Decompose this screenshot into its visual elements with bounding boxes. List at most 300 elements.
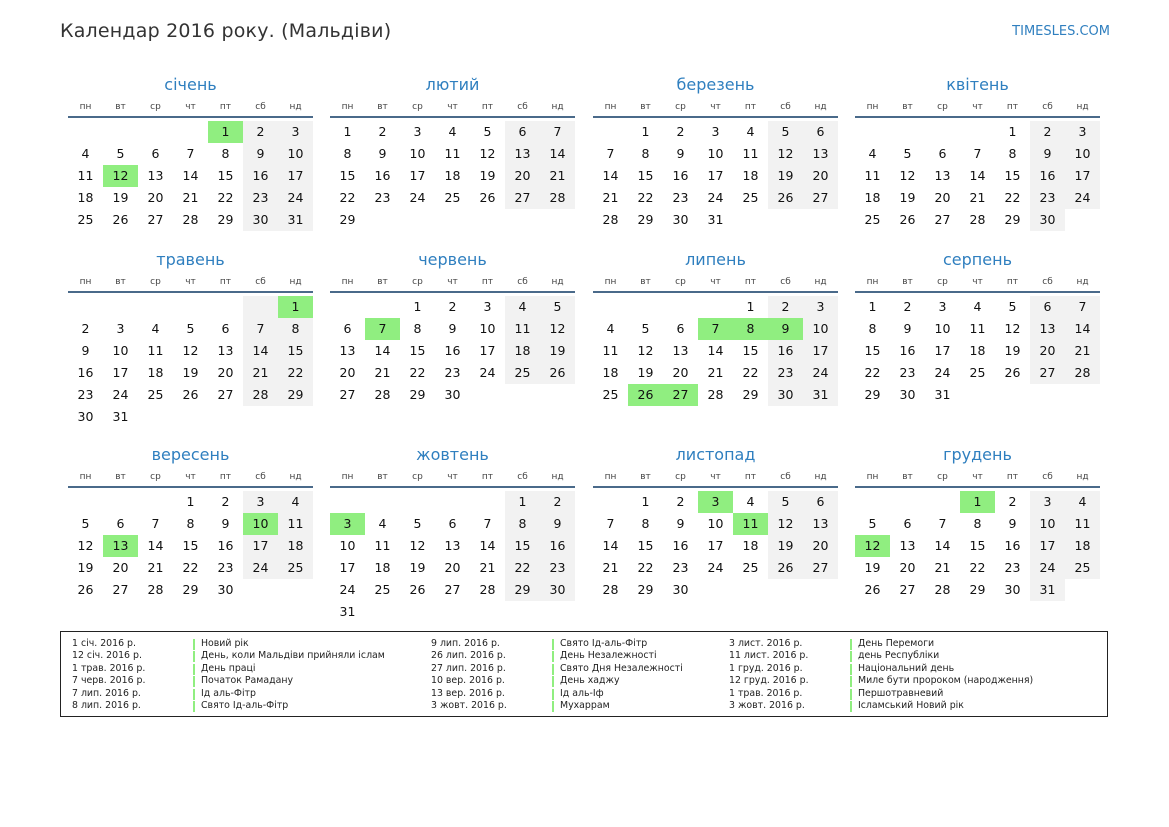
- day-cell: 5: [1008, 299, 1017, 314]
- day-cell: 14: [147, 538, 164, 553]
- day-cell: 15: [969, 538, 986, 553]
- day-cell: 3: [413, 124, 422, 139]
- weekday-label: чт: [710, 102, 721, 112]
- holiday-marker: [193, 651, 195, 662]
- holiday-marker: [193, 676, 195, 687]
- site-link[interactable]: TIMESLES.COM: [1012, 24, 1110, 39]
- day-cell: 16: [243, 165, 278, 187]
- weekday-header: [593, 98, 838, 118]
- day-cell: 14: [602, 538, 619, 553]
- weekday-label: ср: [150, 277, 161, 287]
- weekday-label: ср: [937, 472, 948, 482]
- day-cell: 7: [938, 516, 947, 531]
- day-cell: 29: [637, 582, 654, 597]
- day-cell: 11: [969, 321, 986, 336]
- weekday-header: [330, 273, 575, 293]
- weekday-label: чт: [972, 102, 983, 112]
- day-cell: 1: [186, 494, 195, 509]
- day-cell: 2: [243, 121, 278, 143]
- weekday-label: вт: [115, 102, 126, 112]
- holiday-day-cell: 12: [855, 535, 890, 557]
- holiday-day-cell: 10: [243, 513, 278, 535]
- weekday-label: вт: [640, 472, 651, 482]
- day-cell: 8: [868, 321, 877, 336]
- day-cell: 19: [1004, 343, 1021, 358]
- legend-row: [729, 650, 1033, 662]
- days-grid: [855, 491, 1100, 601]
- day-cell: 23: [899, 365, 916, 380]
- holiday-date: 3 жовт. 2016 р.: [431, 699, 507, 711]
- day-cell: 25: [1065, 557, 1100, 579]
- holiday-day-cell: 1: [208, 121, 243, 143]
- holiday-marker: [552, 701, 554, 712]
- day-cell: 12: [899, 168, 916, 183]
- legend-row: [431, 688, 683, 700]
- day-cell: 18: [444, 168, 461, 183]
- weekday-label: вт: [902, 472, 913, 482]
- day-cell: 11: [374, 538, 391, 553]
- day-cell: 23: [243, 187, 278, 209]
- days-grid: [68, 121, 313, 231]
- day-cell: 20: [339, 365, 356, 380]
- holiday-date: 7 черв. 2016 р.: [72, 675, 146, 687]
- day-cell: 25: [444, 190, 461, 205]
- day-cell: 29: [217, 212, 234, 227]
- day-cell: 6: [448, 516, 457, 531]
- holiday-date: 1 трав. 2016 р.: [72, 662, 146, 674]
- day-cell: 26: [768, 187, 803, 209]
- month-name: січень: [164, 75, 217, 94]
- day-cell: 25: [505, 362, 540, 384]
- day-cell: 4: [151, 321, 160, 336]
- day-cell: 28: [1065, 362, 1100, 384]
- day-cell: 9: [221, 516, 230, 531]
- day-cell: 12: [540, 318, 575, 340]
- day-cell: 8: [641, 146, 650, 161]
- day-cell: 14: [540, 143, 575, 165]
- day-cell: 25: [742, 560, 759, 575]
- day-cell: 19: [899, 190, 916, 205]
- weekday-header: [330, 468, 575, 488]
- day-cell: 29: [182, 582, 199, 597]
- day-cell: 3: [803, 296, 838, 318]
- day-cell: 14: [1065, 318, 1100, 340]
- day-cell: 5: [483, 124, 492, 139]
- day-cell: 9: [540, 513, 575, 535]
- day-cell: 14: [243, 340, 278, 362]
- weekday-label: чт: [447, 102, 458, 112]
- day-cell: 20: [147, 190, 164, 205]
- empty-cell: [365, 296, 400, 318]
- empty-cell: [593, 491, 628, 513]
- weekday-label: пт: [481, 277, 494, 287]
- month-name: квітень: [946, 75, 1009, 94]
- empty-cell: [138, 491, 173, 513]
- day-cell: 29: [864, 387, 881, 402]
- holiday-day-cell: 8: [733, 318, 768, 340]
- day-cell: 16: [768, 340, 803, 362]
- day-cell: 24: [339, 582, 356, 597]
- day-cell: 4: [1065, 491, 1100, 513]
- month-name: червень: [418, 250, 487, 269]
- day-cell: 17: [803, 340, 838, 362]
- day-cell: 23: [77, 387, 94, 402]
- weekday-label: нд: [551, 472, 564, 482]
- day-cell: 5: [903, 146, 912, 161]
- day-cell: 10: [409, 146, 426, 161]
- month-name: березень: [676, 75, 755, 94]
- days-grid: [68, 296, 313, 428]
- weekday-label: ср: [412, 102, 423, 112]
- day-cell: 17: [409, 168, 426, 183]
- weekday-label: чт: [185, 277, 196, 287]
- day-cell: 22: [1004, 190, 1021, 205]
- weekday-label: пн: [79, 472, 92, 482]
- day-cell: 15: [505, 535, 540, 557]
- day-cell: 9: [903, 321, 912, 336]
- day-cell: 3: [938, 299, 947, 314]
- holiday-day-cell: 27: [663, 384, 698, 406]
- day-cell: 28: [934, 582, 951, 597]
- day-cell: 25: [278, 557, 313, 579]
- weekday-label: нд: [814, 277, 827, 287]
- day-cell: 31: [803, 384, 838, 406]
- day-cell: 24: [479, 365, 496, 380]
- legend-row: [431, 700, 683, 712]
- day-cell: 12: [637, 343, 654, 358]
- day-cell: 4: [973, 299, 982, 314]
- day-cell: 10: [707, 146, 724, 161]
- empty-cell: [400, 491, 435, 513]
- day-cell: 7: [1065, 296, 1100, 318]
- day-cell: 6: [903, 516, 912, 531]
- weekday-label: пн: [866, 277, 879, 287]
- weekday-label: ср: [150, 102, 161, 112]
- weekday-label: чт: [972, 472, 983, 482]
- day-cell: 25: [969, 365, 986, 380]
- day-cell: 20: [505, 165, 540, 187]
- weekday-header: [330, 98, 575, 118]
- day-cell: 16: [540, 535, 575, 557]
- day-cell: 14: [182, 168, 199, 183]
- weekday-label: вт: [902, 277, 913, 287]
- day-cell: 14: [602, 168, 619, 183]
- day-cell: 18: [742, 538, 759, 553]
- empty-cell: [628, 296, 663, 318]
- holiday-marker: [850, 651, 852, 662]
- day-cell: 20: [217, 365, 234, 380]
- day-cell: 4: [278, 491, 313, 513]
- weekday-label: сб: [517, 102, 528, 112]
- day-cell: 22: [864, 365, 881, 380]
- holiday-marker: [850, 639, 852, 650]
- day-cell: 3: [243, 491, 278, 513]
- day-cell: 28: [602, 212, 619, 227]
- holiday-name: Початок Рамадану: [201, 675, 294, 687]
- day-cell: 2: [676, 494, 685, 509]
- day-cell: 9: [676, 146, 685, 161]
- day-cell: 10: [339, 538, 356, 553]
- legend-row: [431, 663, 683, 675]
- day-cell: 20: [1030, 340, 1065, 362]
- day-cell: 4: [746, 124, 755, 139]
- day-cell: 23: [672, 190, 689, 205]
- holiday-date: 11 лист. 2016 р.: [729, 650, 809, 662]
- weekday-label: пт: [744, 102, 757, 112]
- day-cell: 19: [637, 365, 654, 380]
- day-cell: 2: [903, 299, 912, 314]
- day-cell: 2: [768, 296, 803, 318]
- day-cell: 1: [413, 299, 422, 314]
- day-cell: 1: [868, 299, 877, 314]
- day-cell: 28: [602, 582, 619, 597]
- day-cell: 11: [77, 168, 94, 183]
- weekday-label: нд: [1076, 277, 1089, 287]
- holiday-marker: [193, 689, 195, 700]
- day-cell: 12: [479, 146, 496, 161]
- day-cell: 26: [479, 190, 496, 205]
- empty-cell: [365, 491, 400, 513]
- weekday-label: ср: [937, 277, 948, 287]
- month-2: [593, 74, 838, 231]
- day-cell: 24: [409, 190, 426, 205]
- day-cell: 11: [742, 146, 759, 161]
- month-name: вересень: [151, 445, 230, 464]
- day-cell: 25: [602, 387, 619, 402]
- day-cell: 13: [147, 168, 164, 183]
- day-cell: 28: [243, 384, 278, 406]
- day-cell: 28: [479, 582, 496, 597]
- day-cell: 31: [278, 209, 313, 231]
- holiday-date: 13 вер. 2016 р.: [431, 687, 505, 699]
- day-cell: 18: [77, 190, 94, 205]
- weekday-label: пн: [604, 277, 617, 287]
- day-cell: 4: [606, 321, 615, 336]
- day-cell: 16: [1030, 165, 1065, 187]
- day-cell: 27: [112, 582, 129, 597]
- day-cell: 20: [672, 365, 689, 380]
- empty-cell: [243, 296, 278, 318]
- day-cell: 5: [868, 516, 877, 531]
- empty-cell: [103, 491, 138, 513]
- day-cell: 23: [672, 560, 689, 575]
- day-cell: 10: [112, 343, 129, 358]
- day-cell: 19: [479, 168, 496, 183]
- day-cell: 16: [1004, 538, 1021, 553]
- weekday-label: чт: [710, 472, 721, 482]
- weekday-header: [593, 273, 838, 293]
- holiday-name: День, коли Мальдіви прийняли іслам: [201, 650, 385, 662]
- day-cell: 11: [444, 146, 461, 161]
- day-cell: 21: [182, 190, 199, 205]
- day-cell: 18: [602, 365, 619, 380]
- day-cell: 30: [899, 387, 916, 402]
- day-cell: 11: [864, 168, 881, 183]
- day-cell: 8: [641, 516, 650, 531]
- empty-cell: [103, 121, 138, 143]
- empty-cell: [960, 121, 995, 143]
- empty-cell: [593, 121, 628, 143]
- day-cell: 27: [803, 557, 838, 579]
- weekday-label: сб: [1042, 277, 1053, 287]
- holiday-name: День Незалежності: [560, 650, 657, 662]
- day-cell: 3: [1065, 121, 1100, 143]
- weekday-label: сб: [780, 277, 791, 287]
- day-cell: 30: [768, 384, 803, 406]
- month-name: лютий: [425, 75, 480, 94]
- holiday-day-cell: 1: [278, 296, 313, 318]
- day-cell: 7: [243, 318, 278, 340]
- day-cell: 16: [672, 168, 689, 183]
- day-cell: 26: [1004, 365, 1021, 380]
- weekday-label: пн: [866, 102, 879, 112]
- day-cell: 22: [217, 190, 234, 205]
- day-cell: 3: [116, 321, 125, 336]
- holiday-marker: [850, 689, 852, 700]
- month-name: липень: [685, 250, 746, 269]
- empty-cell: [663, 296, 698, 318]
- day-cell: 8: [973, 516, 982, 531]
- holiday-name: Мухаррам: [560, 699, 610, 711]
- day-cell: 6: [1030, 296, 1065, 318]
- day-cell: 30: [1004, 582, 1021, 597]
- day-cell: 13: [1030, 318, 1065, 340]
- day-cell: 7: [606, 146, 615, 161]
- weekday-label: пн: [79, 277, 92, 287]
- holiday-name: Ісламський Новий рік: [858, 699, 964, 711]
- empty-cell: [855, 491, 890, 513]
- day-cell: 21: [602, 560, 619, 575]
- holiday-date: 3 жовт. 2016 р.: [729, 699, 805, 711]
- holiday-day-cell: 7: [365, 318, 400, 340]
- day-cell: 17: [243, 535, 278, 557]
- weekday-label: пн: [604, 102, 617, 112]
- day-cell: 8: [413, 321, 422, 336]
- day-cell: 7: [483, 516, 492, 531]
- empty-cell: [173, 296, 208, 318]
- day-cell: 18: [374, 560, 391, 575]
- day-cell: 20: [803, 165, 838, 187]
- day-cell: 28: [707, 387, 724, 402]
- day-cell: 5: [186, 321, 195, 336]
- weekday-label: чт: [185, 472, 196, 482]
- day-cell: 30: [1030, 209, 1065, 231]
- holiday-day-cell: 3: [330, 513, 365, 535]
- day-cell: 28: [969, 212, 986, 227]
- day-cell: 29: [742, 387, 759, 402]
- days-grid: [593, 491, 838, 601]
- day-cell: 24: [1065, 187, 1100, 209]
- holiday-legend: [60, 631, 1108, 717]
- day-cell: 13: [672, 343, 689, 358]
- day-cell: 28: [182, 212, 199, 227]
- legend-column: [72, 638, 385, 712]
- day-cell: 2: [448, 299, 457, 314]
- day-cell: 20: [899, 560, 916, 575]
- holiday-day-cell: 13: [103, 535, 138, 557]
- weekday-header: [68, 468, 313, 488]
- day-cell: 18: [742, 168, 759, 183]
- weekday-label: чт: [710, 277, 721, 287]
- day-cell: 1: [505, 491, 540, 513]
- day-cell: 24: [707, 190, 724, 205]
- day-cell: 16: [672, 538, 689, 553]
- weekday-label: сб: [517, 277, 528, 287]
- day-cell: 27: [803, 187, 838, 209]
- day-cell: 22: [182, 560, 199, 575]
- weekday-label: пт: [219, 472, 232, 482]
- day-cell: 31: [112, 409, 129, 424]
- day-cell: 10: [479, 321, 496, 336]
- day-cell: 15: [1004, 168, 1021, 183]
- day-cell: 25: [77, 212, 94, 227]
- day-cell: 13: [803, 513, 838, 535]
- day-cell: 23: [1004, 560, 1021, 575]
- holiday-name: Новий рік: [201, 638, 249, 649]
- holiday-marker: [193, 664, 195, 675]
- day-cell: 29: [339, 212, 356, 227]
- day-cell: 20: [934, 190, 951, 205]
- weekday-label: чт: [447, 472, 458, 482]
- weekday-label: вт: [377, 472, 388, 482]
- weekday-header: [855, 468, 1100, 488]
- day-cell: 21: [1065, 340, 1100, 362]
- day-cell: 4: [378, 516, 387, 531]
- day-cell: 30: [217, 582, 234, 597]
- day-cell: 25: [374, 582, 391, 597]
- day-cell: 21: [479, 560, 496, 575]
- holiday-date: 1 груд. 2016 р.: [729, 662, 803, 674]
- day-cell: 30: [444, 387, 461, 402]
- days-grid: [855, 121, 1100, 231]
- day-cell: 6: [676, 321, 685, 336]
- day-cell: 27: [444, 582, 461, 597]
- holiday-day-cell: 11: [733, 513, 768, 535]
- day-cell: 6: [116, 516, 125, 531]
- weekday-label: нд: [1076, 102, 1089, 112]
- month-1: [330, 74, 575, 231]
- weekday-label: ср: [150, 472, 161, 482]
- holiday-name: Ід аль-Іф: [560, 687, 604, 699]
- day-cell: 19: [768, 165, 803, 187]
- weekday-label: пн: [79, 102, 92, 112]
- day-cell: 6: [803, 121, 838, 143]
- month-7: [855, 249, 1100, 406]
- holiday-date: 27 лип. 2016 р.: [431, 662, 506, 674]
- day-cell: 5: [641, 321, 650, 336]
- day-cell: 21: [602, 190, 619, 205]
- day-cell: 26: [112, 212, 129, 227]
- day-cell: 30: [243, 209, 278, 231]
- day-cell: 24: [1030, 557, 1065, 579]
- day-cell: 29: [1004, 212, 1021, 227]
- month-name: грудень: [943, 445, 1012, 464]
- weekday-label: ср: [412, 277, 423, 287]
- holiday-name: Свято Ід-аль-Фітр: [201, 699, 289, 711]
- month-5: [330, 249, 575, 406]
- day-cell: 5: [413, 516, 422, 531]
- day-cell: 31: [339, 604, 356, 619]
- weekday-label: сб: [517, 472, 528, 482]
- weekday-label: нд: [289, 472, 302, 482]
- day-cell: 2: [1030, 121, 1065, 143]
- empty-cell: [138, 296, 173, 318]
- day-cell: 16: [217, 538, 234, 553]
- day-cell: 8: [505, 513, 540, 535]
- weekday-label: пн: [341, 102, 354, 112]
- weekday-label: чт: [185, 102, 196, 112]
- days-grid: [593, 121, 838, 231]
